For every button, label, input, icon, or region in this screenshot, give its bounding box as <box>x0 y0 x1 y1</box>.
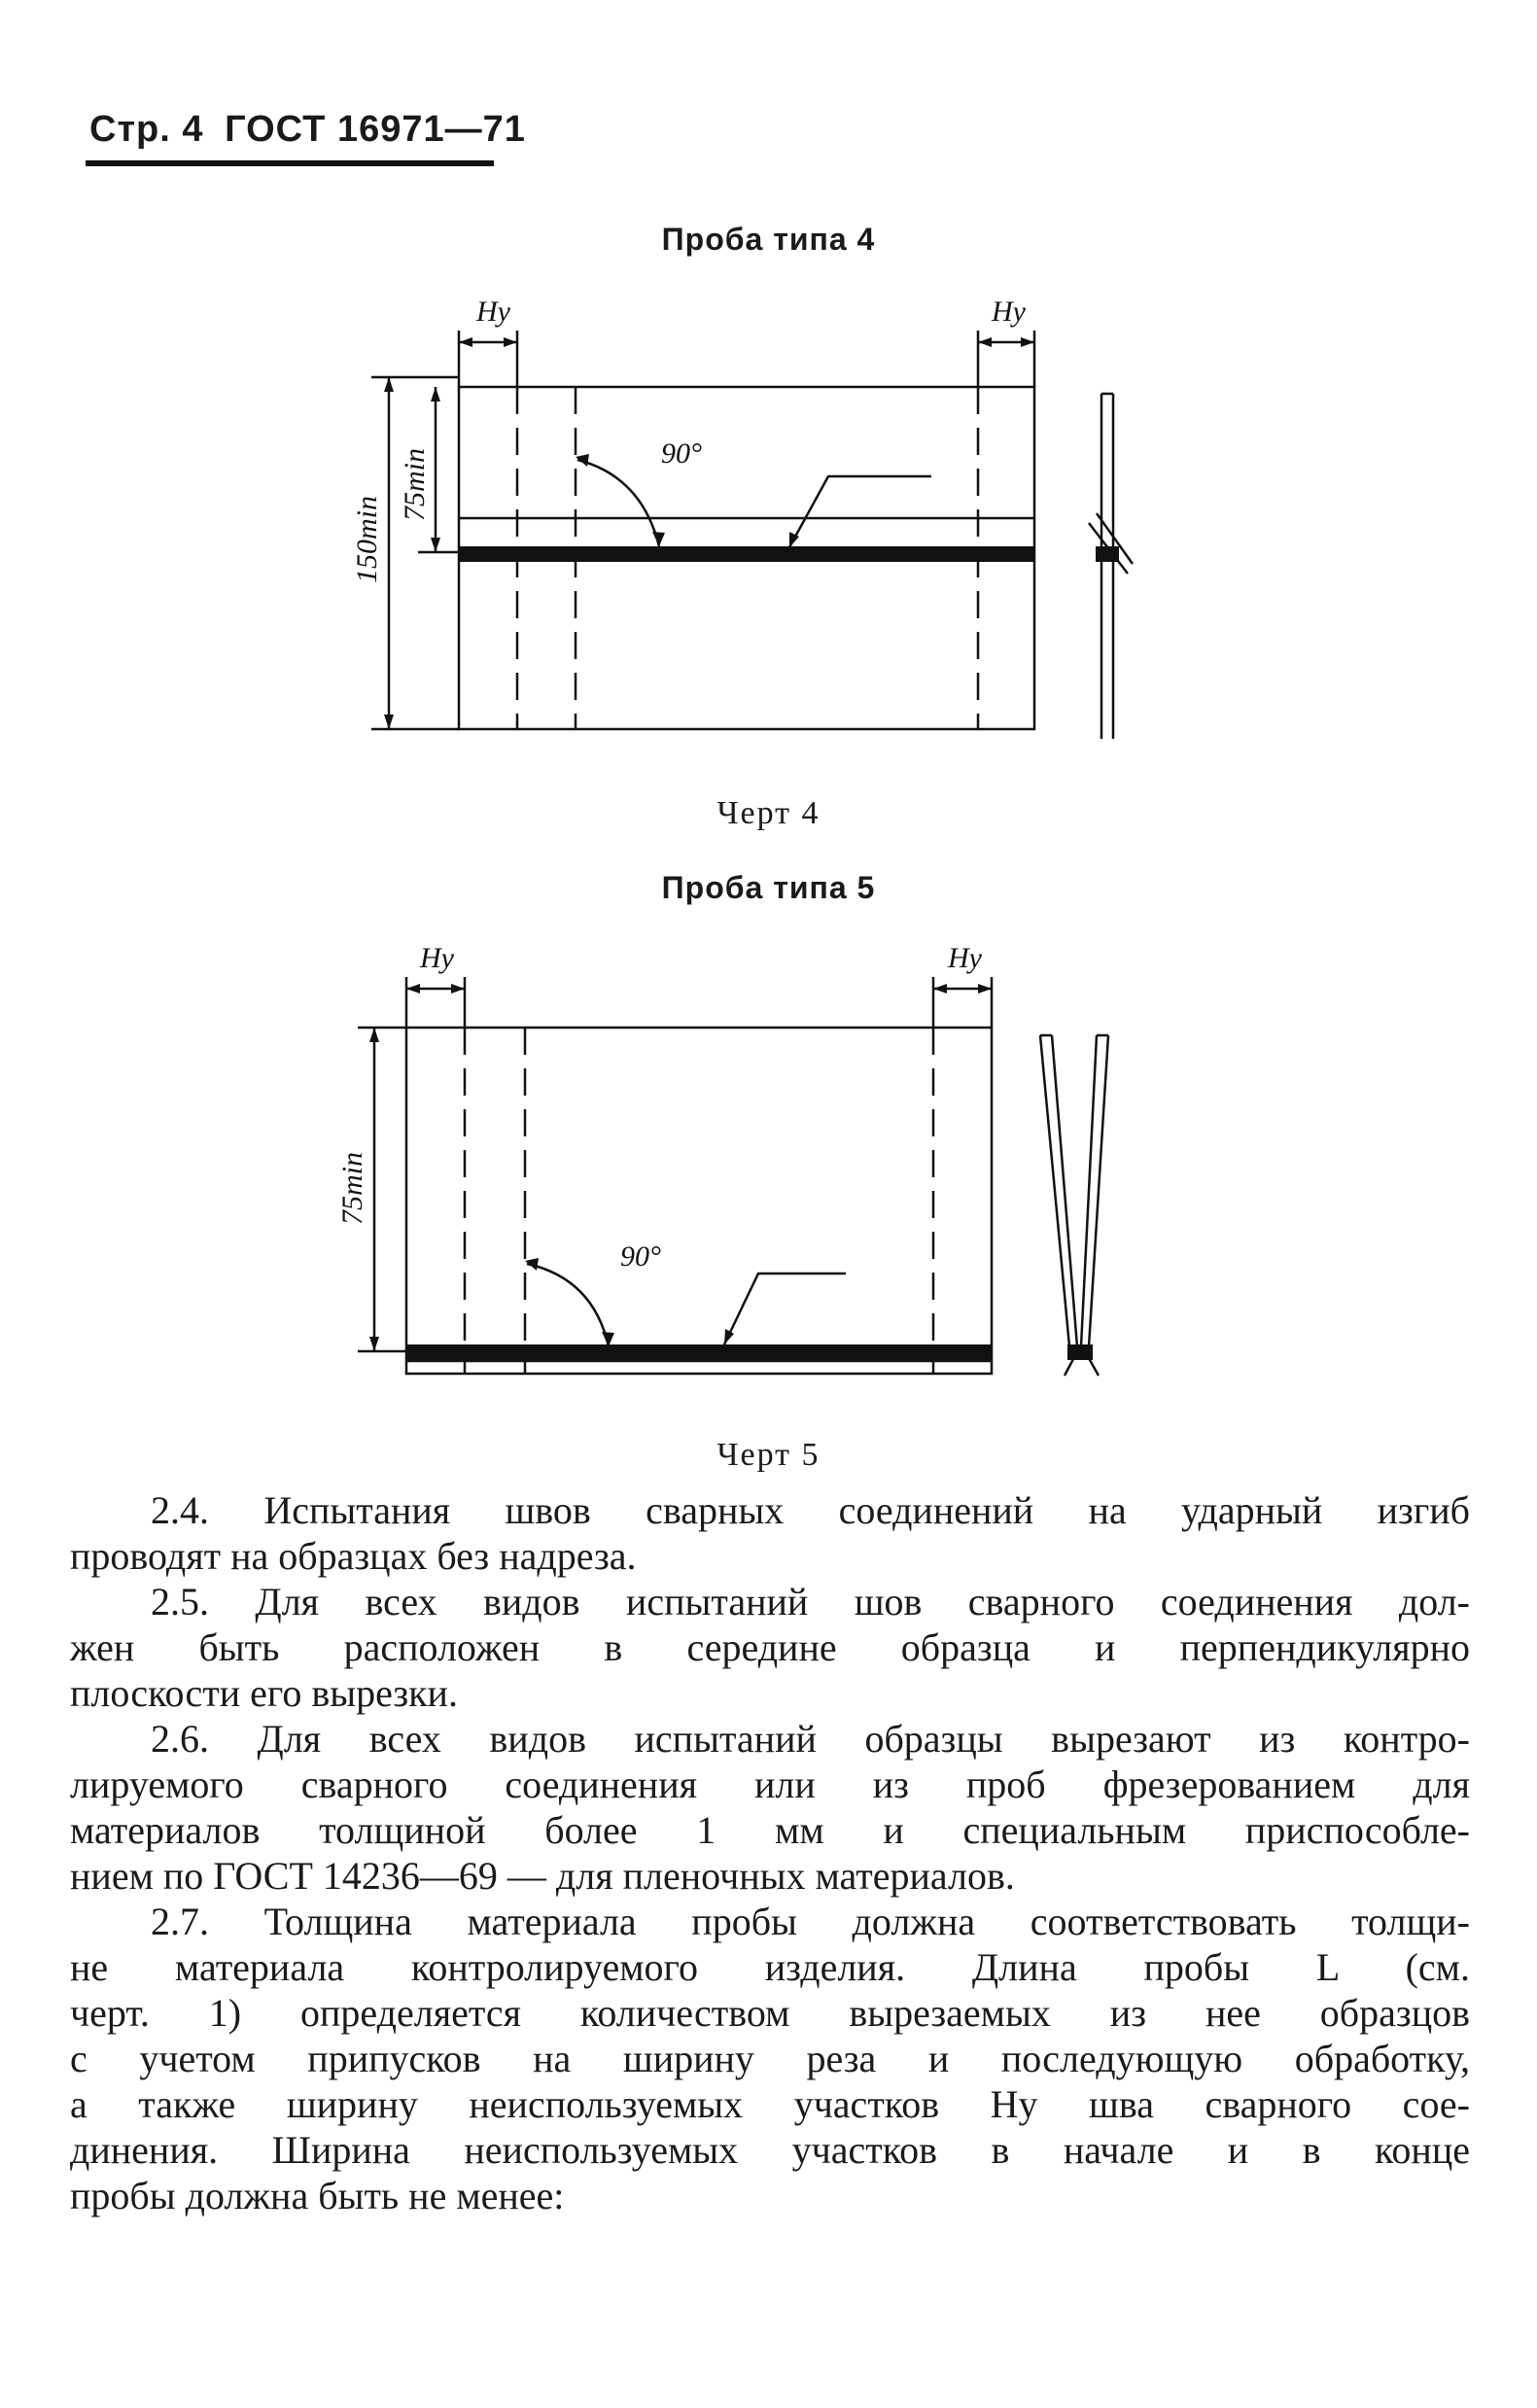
text-line: лируемого сварного соединения или из проб фрезерованием для <box>70 1762 1470 1806</box>
text-line: черт. 1) определяется количеством вырезаемых из нее образцов <box>70 1991 1470 2035</box>
figure4-dim-right-label: Hу <box>992 296 1026 328</box>
text-line: жен быть расположен в середине образца и перпендикулярно <box>70 1625 1470 1669</box>
paragraph-2-6 <box>70 1716 1470 1899</box>
paragraph-2-5 <box>70 1579 1470 1716</box>
figure4-title: Проба типа 4 <box>661 222 876 257</box>
figure5-dim-75: 75min <box>336 1152 368 1225</box>
figure4-dim-75: 75min <box>399 448 431 521</box>
text-line: 2.6. Для всех видов испытаний образцы вырезают из контро- <box>151 1717 1470 1761</box>
figure4-dim-150: 150min <box>351 496 383 583</box>
text-line: 2.5. Для всех видов испытаний шов сварного соединения дол- <box>151 1580 1470 1623</box>
figure4-dim-left-label: Hу <box>476 296 510 328</box>
text-line: нием по ГОСТ 14236—69 — для пленочных материалов. <box>70 1854 1015 1898</box>
paragraph-2-4 <box>70 1487 1470 1579</box>
text-line: плоскости его вырезки. <box>70 1671 458 1715</box>
standard-number: ГОСТ 16971—71 <box>225 109 526 150</box>
text-line: а также ширину неиспользуемых участков Hу шва сварного сое- <box>70 2082 1470 2126</box>
figure5-caption: Черт 5 <box>716 1437 821 1473</box>
page-number: Стр. 4 <box>89 109 204 150</box>
text-line: материалов толщиной более 1 мм и специальным приспособле- <box>70 1808 1470 1852</box>
paragraph-2-7 <box>70 1899 1470 2218</box>
figure4-angle: 90° <box>661 437 702 470</box>
text-line: динения. Ширина неиспользуемых участков в начале и в конце <box>70 2128 1470 2172</box>
figure5-drawing <box>0 938 1537 1395</box>
figure5-plate <box>406 1028 992 1374</box>
figure5-dim-right-label: Hу <box>948 942 982 974</box>
figure4-drawing <box>0 292 1537 797</box>
figure4-caption: Черт 4 <box>716 795 821 831</box>
text-line: 2.4. Испытания швов сварных соединений на ударный изгиб <box>151 1488 1470 1532</box>
figure5-title: Проба типа 5 <box>661 870 876 905</box>
figure5-angle: 90° <box>620 1240 661 1273</box>
text-line: проводят на образцах без надреза. <box>70 1534 637 1578</box>
body-text <box>70 1487 1470 2218</box>
text-line: пробы должна быть не менее: <box>70 2174 565 2217</box>
page-header <box>89 109 526 151</box>
text-line: не материала контролируемого изделия. Длина пробы L (см. <box>70 1945 1470 1989</box>
text-line: 2.7. Толщина материала пробы должна соответствовать толщи- <box>151 1900 1470 1943</box>
text-line: с учетом припусков на ширину реза и последующую обработку, <box>70 2037 1470 2080</box>
header-rule <box>86 160 494 166</box>
figure5-dim-left-label: Hу <box>420 942 454 974</box>
